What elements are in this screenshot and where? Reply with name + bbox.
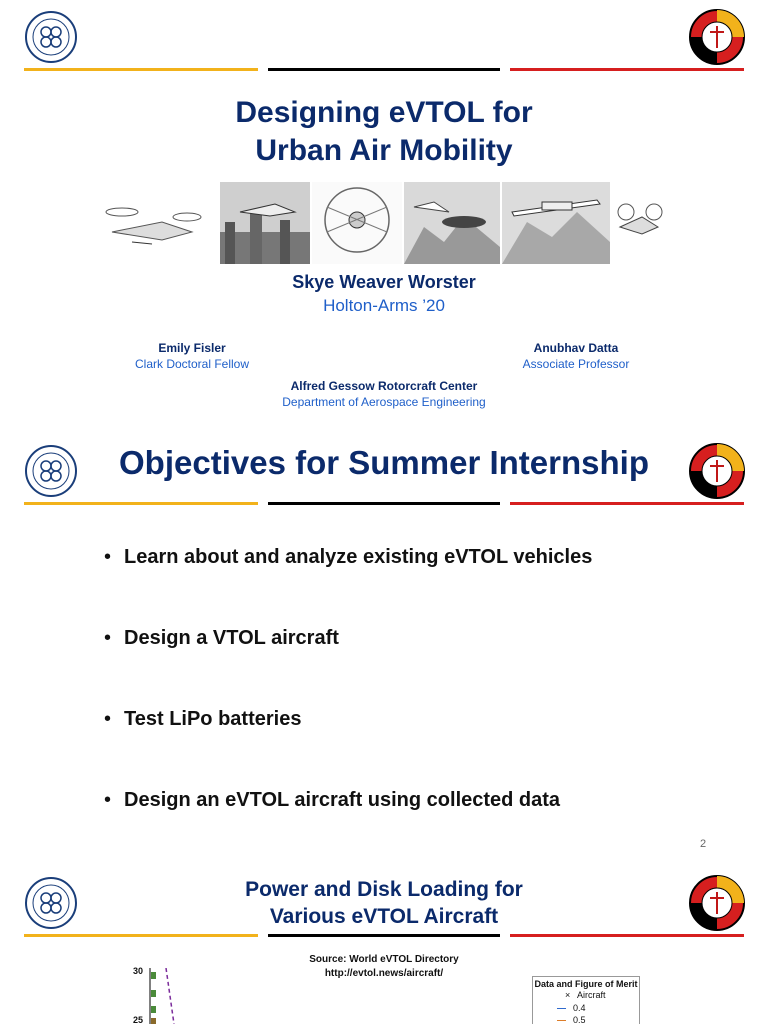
bullet-item — [104, 789, 560, 812]
legend-marker: — — [557, 1015, 566, 1024]
legend-label: 0.4 — [573, 1003, 586, 1013]
slide-title-line1: Power and Disk Loading for — [245, 878, 523, 901]
mentor-right-name: Anubhav Datta — [533, 341, 619, 355]
bullet-marker: • — [104, 789, 112, 811]
black-rule — [268, 502, 500, 505]
red-rule — [510, 68, 744, 71]
source-line1: Source: World eVTOL Directory — [309, 954, 459, 965]
slide-title: Objectives for Summer Internship — [119, 444, 649, 481]
chart-legend — [532, 976, 640, 1024]
holton-arms-seal-icon — [24, 10, 78, 64]
aircraft-image-2 — [220, 182, 310, 264]
black-rule — [268, 68, 500, 71]
aircraft-image-6 — [612, 182, 666, 264]
source-line2: http://evtol.news/aircraft/ — [324, 968, 444, 979]
gessow-center-logo-icon — [688, 8, 746, 66]
mentor-left-role: Clark Doctoral Fellow — [134, 357, 250, 371]
aircraft-image-4 — [404, 182, 500, 264]
legend-marker: × — [565, 990, 571, 1000]
center-name: Alfred Gessow Rotorcraft Center — [290, 379, 478, 393]
bullet-marker: • — [104, 627, 112, 649]
aircraft-image-3 — [312, 182, 402, 264]
slide-title — [0, 0, 768, 424]
bullet-marker: • — [104, 546, 112, 568]
legend-item — [533, 1014, 639, 1024]
presenter-school: Holton-Arms ’20 — [323, 296, 445, 315]
slide-title-line2: Various eVTOL Aircraft — [269, 905, 499, 928]
chart-plot-area — [148, 968, 188, 1024]
page-number: 2 — [700, 838, 707, 850]
legend-title: Data and Figure of Merit — [534, 979, 638, 989]
bullet-text: Design an eVTOL aircraft using collected data — [124, 789, 561, 811]
bullet-item — [104, 546, 592, 569]
slide-objectives — [0, 424, 768, 858]
aircraft-photo-strip — [102, 182, 666, 264]
department-name: Department of Aerospace Engineering — [282, 395, 486, 409]
red-rule — [510, 934, 744, 937]
red-rule — [510, 502, 744, 505]
slide-power-disk-loading — [0, 858, 768, 1024]
black-rule — [268, 934, 500, 937]
gold-rule — [24, 934, 258, 937]
slide-title-line2: Urban Air Mobility — [255, 134, 513, 167]
bullet-marker: • — [104, 708, 112, 730]
legend-marker: — — [557, 1003, 566, 1013]
legend-item — [533, 989, 639, 1002]
legend-label: 0.5 — [573, 1015, 586, 1024]
bullet-item — [104, 627, 339, 650]
legend-item — [533, 1002, 639, 1014]
gold-rule — [24, 502, 258, 505]
y-tick-25: 25 — [133, 1015, 144, 1024]
legend-label: Aircraft — [577, 990, 606, 1000]
y-tick-30: 30 — [133, 966, 144, 976]
aircraft-image-1 — [102, 182, 218, 264]
bullet-text: Design a VTOL aircraft — [124, 627, 339, 649]
mentor-right-role: Associate Professor — [522, 357, 630, 371]
slide-title-line1: Designing eVTOL for — [235, 96, 533, 129]
bullet-item — [104, 708, 301, 731]
bullet-text: Learn about and analyze existing eVTOL vehicles — [124, 546, 593, 568]
gold-rule — [24, 68, 258, 71]
aircraft-image-5 — [502, 182, 610, 264]
presenter-name: Skye Weaver Worster — [292, 272, 476, 292]
bullet-text: Test LiPo batteries — [124, 708, 302, 730]
mentor-left-name: Emily Fisler — [158, 341, 226, 355]
